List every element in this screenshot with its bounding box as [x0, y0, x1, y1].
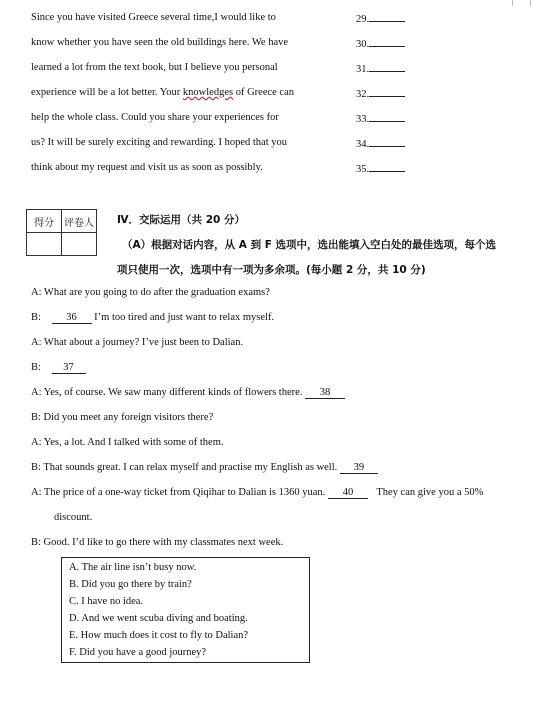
speaker: B: [31, 312, 44, 323]
answer-blank[interactable] [369, 162, 405, 172]
blank-label: 34. [356, 139, 370, 150]
score-table [26, 209, 97, 256]
options-box [61, 557, 310, 663]
dialogue-line [31, 362, 86, 374]
answer-blank[interactable]: 39 [340, 462, 378, 474]
dialogue-line: discount. [54, 512, 93, 523]
answer-blank[interactable]: 38 [305, 387, 345, 399]
option-f: F. Did you have a good journey? [69, 647, 207, 658]
answer-blank[interactable] [369, 37, 405, 47]
passage-line: Since you have visited Greece several time,I would like to [31, 12, 276, 23]
dialogue-text: A: The price of a one-way ticket from Qiqihar to Dalian is 1360 yuan. [31, 487, 328, 498]
answer-blank[interactable]: 37 [52, 362, 86, 374]
dialogue-text: They can give you a 50% [373, 487, 484, 498]
passage-line: learned a lot from the text book, but I believe you personal [31, 62, 278, 73]
blank-label: 29. [356, 14, 370, 25]
dialogue-line: B: Did you meet any foreign visitors there? [31, 412, 214, 423]
error-word: knowledges [182, 87, 234, 98]
answer-blank[interactable]: 40 [328, 487, 368, 499]
option-a: A. The air line isn’t busy now. [69, 562, 197, 573]
dialogue-line: B: Good. I’d like to go there with my classmates next week. [31, 537, 284, 548]
page-corner-mark [512, 0, 513, 6]
blank-label: 32. [356, 89, 370, 100]
passage-line: us? It will be surely exciting and rewarding. I hoped that you [31, 137, 288, 148]
instructions-line: 项只使用一次，选项中有一项为多余项。(每小题 2 分，共 10 分) [117, 264, 426, 276]
page-corner-mark [530, 0, 531, 6]
answer-blank[interactable] [369, 137, 405, 147]
dialogue-text: A: Yes, of course. We saw many different kinds of flowers there. [31, 387, 306, 398]
option-c: C. I have no idea. [69, 596, 144, 607]
answer-blank[interactable] [369, 62, 405, 72]
dialogue-line: A: Yes, a lot. And I talked with some of them. [31, 437, 224, 448]
option-e: E. How much does it cost to fly to Dalian? [69, 630, 249, 641]
answer-blank[interactable] [369, 87, 405, 97]
dialogue-line [31, 462, 378, 474]
dialogue-line [31, 487, 483, 499]
blank-number [356, 12, 405, 25]
speaker: B: [31, 362, 44, 373]
dialogue-line [31, 387, 345, 399]
blank-number [356, 162, 405, 175]
answer-blank[interactable]: 36 [52, 312, 92, 324]
score-header: 得分 [27, 210, 62, 233]
blank-number [356, 37, 405, 50]
option-d: D. And we went scuba diving and boating. [69, 613, 248, 624]
blank-label: 35. [356, 164, 370, 175]
dialogue-text: B: That sounds great. I can relax myself and practise my English as well. [31, 462, 340, 473]
blank-label: 31. [356, 64, 370, 75]
passage-line: know whether you have seen the old buildings here. We have [31, 37, 289, 48]
blank-number [356, 87, 405, 100]
option-b: B. Did you go there by train? [69, 579, 192, 590]
grader-header: 评卷人 [62, 210, 97, 233]
passage-line: help the whole class. Could you share your experiences for [31, 112, 279, 123]
dialogue-line: A: What are you going to do after the graduation exams? [31, 287, 270, 298]
dialogue-line: A: What about a journey? I’ve just been to Dalian. [31, 337, 244, 348]
answer-blank[interactable] [369, 112, 405, 122]
blank-label: 30. [356, 39, 370, 50]
passage-line: think about my request and visit us as soon as possibly. [31, 162, 263, 173]
blank-number [356, 112, 405, 125]
blank-number [356, 137, 405, 150]
passage-text: of Greece can [233, 87, 295, 98]
dialogue-text: I’m too tired and just want to relax myself. [91, 312, 275, 323]
dialogue-line [31, 312, 274, 324]
score-cell[interactable] [27, 233, 62, 256]
blank-number [356, 62, 405, 75]
answer-blank[interactable] [369, 12, 405, 22]
section-title: Ⅳ．交际运用（共 20 分） [117, 214, 245, 226]
blank-label: 33. [356, 114, 370, 125]
passage-text: experience will be a lot better. Your [31, 87, 183, 98]
grader-cell[interactable] [62, 233, 97, 256]
instructions-line: （A）根据对话内容，从 A 到 F 选项中，选出能填入空白处的最佳选项，每个选 [122, 239, 497, 251]
passage-line [31, 87, 294, 98]
